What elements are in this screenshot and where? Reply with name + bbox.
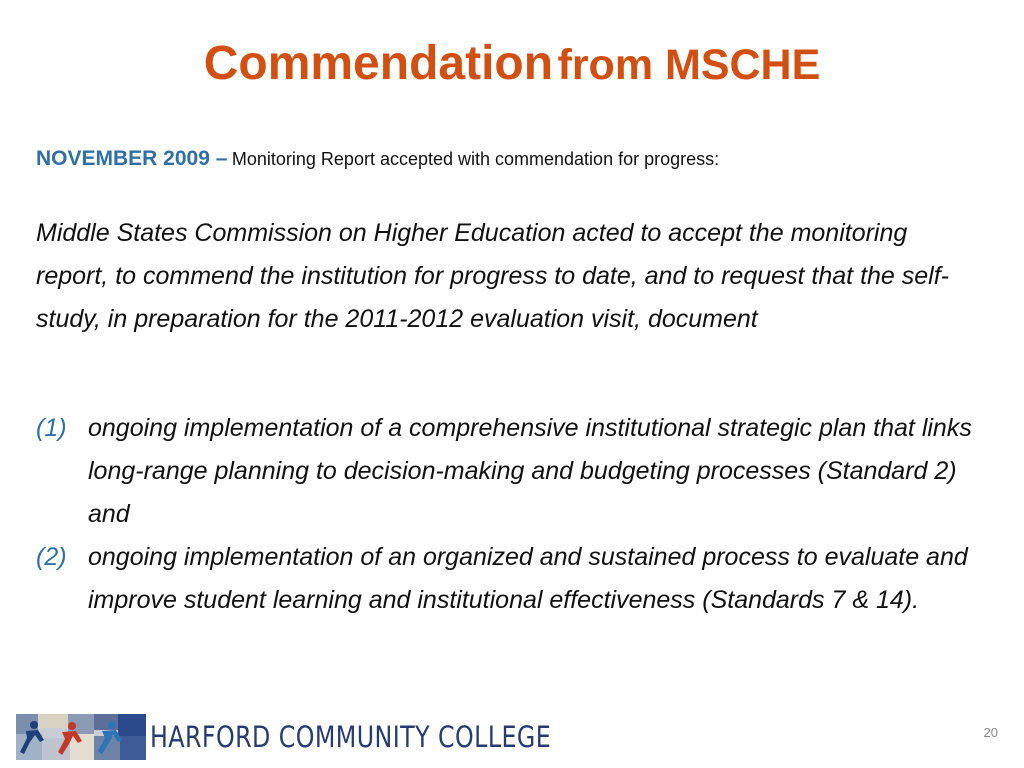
- list-item-text: ongoing implementation of a comprehensive institutional strategic plan that links long-range planning to decision-making and budgeting processes (Standard 2) and: [88, 414, 972, 528]
- requirements-list: [36, 407, 986, 622]
- list-item-text: ongoing implementation of an organized and sustained process to evaluate and improve student learning and institutional effectiveness (Standards 7 & 14).: [88, 543, 968, 614]
- date-description: Monitoring Report accepted with commendation for progress:: [231, 149, 720, 169]
- slide-title: [0, 38, 1024, 91]
- college-name: HARFORD COMMUNITY COLLEGE: [150, 720, 552, 754]
- slide-title-sub: from MSCHE: [557, 41, 821, 89]
- list-item: [36, 536, 986, 622]
- resolution-paragraph: Middle States Commission on Higher Education acted to accept the monitoring report, to commend the institution for progress to date, and to request that the self-study, in preparation for the 2011-2012 evaluation visit, document: [36, 219, 950, 333]
- page-number: 20: [983, 725, 998, 740]
- slide-title-main: Commendation: [203, 37, 554, 90]
- college-logo: [16, 714, 639, 760]
- list-marker: (1): [36, 414, 67, 442]
- runners-logo-icon: [16, 714, 146, 760]
- date-line: [36, 147, 986, 171]
- list-item: [36, 407, 986, 536]
- list-marker: (2): [36, 543, 67, 571]
- date-label: NOVEMBER 2009 –: [36, 147, 228, 170]
